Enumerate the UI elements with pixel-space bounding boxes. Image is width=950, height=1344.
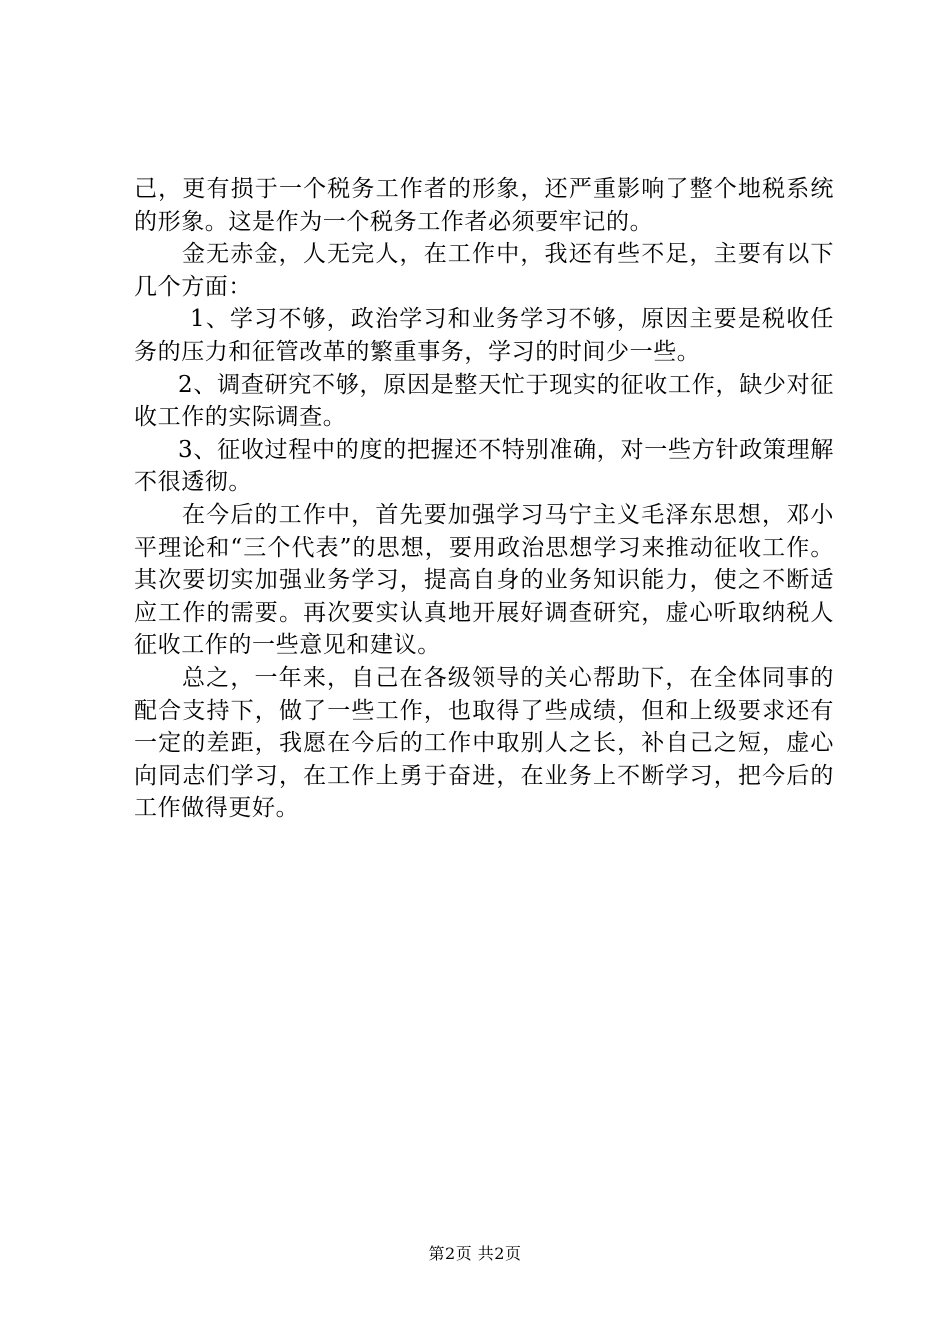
paragraph-future-plans: 在今后的工作中，首先要加强学习马宁主义毛泽东思想，邓小平理论和“三个代表”的思想，要用政治思想学习来推动征收工作。其次要切实加强业务学习，提高自身的业务知识能力，使之不断适应工作的需要。再次要实认真地开展好调查研究，虚心听取纳税人征收工作的一些意见和建议。 xyxy=(134,501,834,659)
paragraph-conclusion: 总之，一年来，自己在各级领导的关心帮助下，在全体同事的配合支持下，做了一些工作，也取得了些成绩，但和上级要求还有一定的差距，我愿在今后的工作中取别人之长，补自己之短，虚心向同志们学习，在工作上勇于奋进，在业务上不断学习，把今后的工作做得更好。 xyxy=(134,664,834,822)
list-item-1: 1、学习不够，政治学习和业务学习不够，原因主要是税收任务的压力和征管改革的繁重事务，学习的时间少一些。 xyxy=(134,306,834,365)
list-item-2: 2、调查研究不够，原因是整天忙于现实的征收工作，缺少对征收工作的实际调查。 xyxy=(134,371,834,431)
list-item-3: 3、征收过程中的度的把握还不特别准确，对一些方针政策理解不很透彻。 xyxy=(134,436,834,496)
paragraph-shortcomings-intro: 金无赤金，人无完人，在工作中，我还有些不足，主要有以下几个方面： xyxy=(134,241,834,300)
page-number-footer: 第2页 共2页 xyxy=(428,1244,522,1263)
document-body xyxy=(134,173,834,825)
paragraph-continuation: 己，更有损于一个税务工作者的形象，还严重影响了整个地税系统的形象。这是作为一个税务工作者必须要牢记的。 xyxy=(134,176,834,235)
